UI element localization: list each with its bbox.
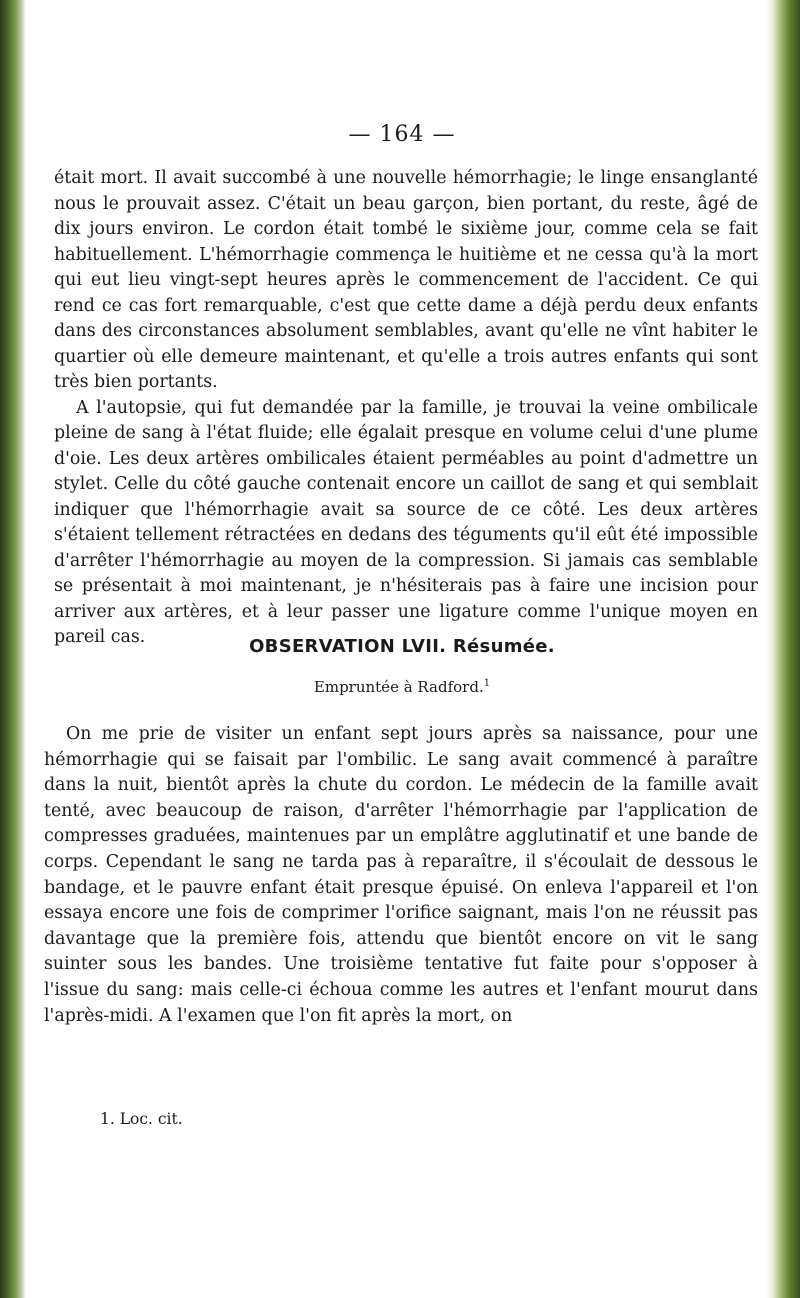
footnote: 1. Loc. cit. <box>100 1110 183 1128</box>
body-text <box>54 166 758 651</box>
observation-paragraph: On me prie de visiter un enfant sept jours après sa naissance, pour une hémorrhagie qui se faisait par l'ombilic. Le sang avait commencé à paraître dans la nuit, bientôt après la chute du cordon. Le médecin de la famille avait tenté, avec beaucoup de raison, d'arrêter l'hémorrhagie par l'application de compresses graduées, maintenues par un emplâtre agglutinatif et une bande de corps. Cependant le sang ne tarda pas à reparaître, il s'écoulait de dessous le bandage, et le pauvre enfant était presque épuisé. On enleva l'appareil et l'on essaya encore une fois de comprimer l'orifice saignant, mais l'on ne réussit pas davantage que la première fois, attendu que bientôt encore on vit le sang suinter sous les bandes. Une troisième tentative fut faite pour s'opposer à l'issue du sang: mais celle-ci échoua comme les autres et l'enfant mourut dans l'après-midi. A l'examen que l'on fit après la mort, on <box>44 724 758 1026</box>
observation-text <box>44 722 758 1029</box>
page-number: — 164 — <box>348 122 456 147</box>
footnote-marker: 1 <box>483 678 491 689</box>
paragraph-1: était mort. Il avait succombé à une nouvelle hémorrhagie; le linge ensanglanté nous le prouvait assez. C'était un beau garçon, bien portant, du reste, âgé de dix jours environ. Le cordon était tombé le sixième jour, comme cela se fait habituellement. L'hémorrhagie commença le huitième et ne cessa qu'à la mort qui eut lieu vingt-sept heures après le commencement de l'accident. Ce qui rend ce cas fort remarquable, c'est que cette dame a déjà perdu deux enfants dans des circonstances absolument semblables, avant qu'elle ne vînt habiter le quartier où elle demeure maintenant, et qu'elle a trois autres enfants qui sont très bien portants. <box>54 168 758 392</box>
paragraph-2: A l'autopsie, qui fut demandée par la famille, je trouvai la veine ombilicale pleine de sang à l'état fluide; elle égalait presque en volume celui d'une plume d'oie. Les deux artères ombilicales étaient perméables au point d'admettre un stylet. Celle du côté gauche contenait encore un caillot de sang et qui semblait indiquer que l'hémorrhagie avait sa source de ce côté. Les deux artères s'étaient tellement rétractées en dedans des téguments qu'il eût été impossible d'arrêter l'hémorrhagie au moyen de la compression. Si jamais cas semblable se présentait à moi maintenant, je n'hésiterais pas à faire une incision pour arriver aux artères, et à leur passer une ligature comme l'unique moyen en pareil cas. <box>54 397 758 647</box>
book-page <box>38 0 766 1298</box>
left-binding-edge <box>0 0 26 1298</box>
right-binding-edge <box>766 0 800 1298</box>
observation-heading: OBSERVATION LVII. Résumée. <box>249 636 555 657</box>
observation-source <box>38 678 766 696</box>
observation-source-text: Empruntée à Radford. <box>313 678 484 696</box>
